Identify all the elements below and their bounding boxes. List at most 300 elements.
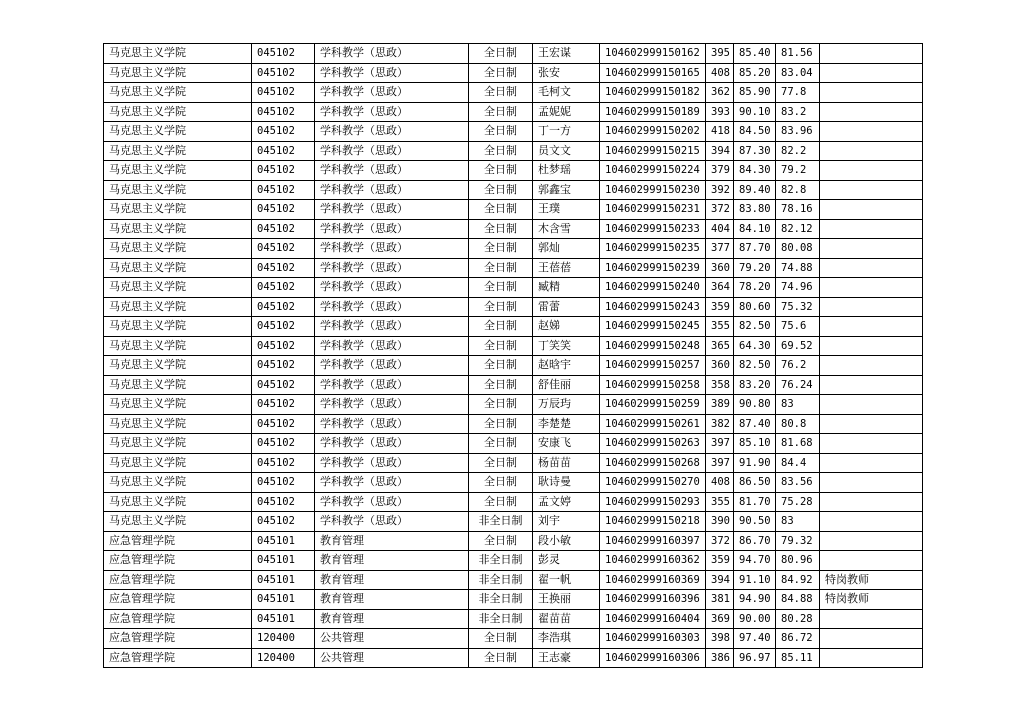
student-name-cell: 臧精 — [533, 278, 600, 298]
total-score-cell: 80.8 — [776, 414, 820, 434]
major-code-cell: 045102 — [252, 473, 315, 493]
table-row — [104, 63, 923, 83]
student-name-cell: 杜梦瑶 — [533, 161, 600, 181]
initial-score-cell: 372 — [706, 200, 734, 220]
major-code-cell: 045102 — [252, 122, 315, 142]
retest-score-cell: 94.90 — [734, 590, 776, 610]
retest-score-cell: 64.30 — [734, 336, 776, 356]
retest-score-cell: 87.40 — [734, 414, 776, 434]
initial-score-cell: 381 — [706, 590, 734, 610]
table-row — [104, 473, 923, 493]
exam-id-cell: 104602999150235 — [600, 239, 706, 259]
remark-cell — [820, 375, 923, 395]
total-score-cell: 75.28 — [776, 492, 820, 512]
study-mode-cell: 全日制 — [469, 161, 533, 181]
college-cell: 马克思主义学院 — [104, 317, 252, 337]
college-cell: 马克思主义学院 — [104, 200, 252, 220]
study-mode-cell: 全日制 — [469, 141, 533, 161]
remark-cell: 特岗教师 — [820, 570, 923, 590]
college-cell: 马克思主义学院 — [104, 239, 252, 259]
exam-id-cell: 104602999150293 — [600, 492, 706, 512]
study-mode-cell: 全日制 — [469, 239, 533, 259]
initial-score-cell: 390 — [706, 512, 734, 532]
table-row — [104, 551, 923, 571]
exam-id-cell: 104602999150245 — [600, 317, 706, 337]
remark-cell — [820, 453, 923, 473]
study-mode-cell: 全日制 — [469, 63, 533, 83]
initial-score-cell: 360 — [706, 356, 734, 376]
major-name-cell: 学科教学（思政） — [315, 473, 469, 493]
table-row — [104, 336, 923, 356]
major-name-cell: 学科教学（思政） — [315, 297, 469, 317]
college-cell: 马克思主义学院 — [104, 161, 252, 181]
retest-score-cell: 86.70 — [734, 531, 776, 551]
college-cell: 马克思主义学院 — [104, 83, 252, 103]
major-code-cell: 045102 — [252, 102, 315, 122]
student-name-cell: 木含雪 — [533, 219, 600, 239]
initial-score-cell: 404 — [706, 219, 734, 239]
initial-score-cell: 360 — [706, 258, 734, 278]
retest-score-cell: 94.70 — [734, 551, 776, 571]
total-score-cell: 74.88 — [776, 258, 820, 278]
college-cell: 马克思主义学院 — [104, 336, 252, 356]
study-mode-cell: 非全日制 — [469, 512, 533, 532]
study-mode-cell: 全日制 — [469, 336, 533, 356]
table-row — [104, 648, 923, 668]
study-mode-cell: 全日制 — [469, 122, 533, 142]
study-mode-cell: 非全日制 — [469, 570, 533, 590]
major-name-cell: 学科教学（思政） — [315, 512, 469, 532]
major-name-cell: 教育管理 — [315, 609, 469, 629]
table-row — [104, 219, 923, 239]
remark-cell — [820, 317, 923, 337]
college-cell: 应急管理学院 — [104, 609, 252, 629]
major-code-cell: 045102 — [252, 83, 315, 103]
major-code-cell: 045102 — [252, 63, 315, 83]
exam-id-cell: 104602999160397 — [600, 531, 706, 551]
retest-score-cell: 85.20 — [734, 63, 776, 83]
table-row — [104, 570, 923, 590]
total-score-cell: 83.2 — [776, 102, 820, 122]
college-cell: 应急管理学院 — [104, 551, 252, 571]
exam-id-cell: 104602999160404 — [600, 609, 706, 629]
initial-score-cell: 359 — [706, 551, 734, 571]
exam-id-cell: 104602999150162 — [600, 44, 706, 64]
remark-cell — [820, 278, 923, 298]
table-row — [104, 492, 923, 512]
exam-id-cell: 104602999160306 — [600, 648, 706, 668]
table-row — [104, 239, 923, 259]
exam-id-cell: 104602999150240 — [600, 278, 706, 298]
major-name-cell: 学科教学（思政） — [315, 356, 469, 376]
remark-cell — [820, 219, 923, 239]
retest-score-cell: 82.50 — [734, 356, 776, 376]
initial-score-cell: 372 — [706, 531, 734, 551]
table-body — [104, 44, 923, 668]
table-row — [104, 258, 923, 278]
student-name-cell: 段小敏 — [533, 531, 600, 551]
exam-id-cell: 104602999150268 — [600, 453, 706, 473]
major-name-cell: 学科教学（思政） — [315, 161, 469, 181]
college-cell: 马克思主义学院 — [104, 219, 252, 239]
total-score-cell: 69.52 — [776, 336, 820, 356]
study-mode-cell: 全日制 — [469, 200, 533, 220]
student-name-cell: 李楚楚 — [533, 414, 600, 434]
total-score-cell: 76.24 — [776, 375, 820, 395]
study-mode-cell: 全日制 — [469, 395, 533, 415]
total-score-cell: 84.92 — [776, 570, 820, 590]
study-mode-cell: 全日制 — [469, 414, 533, 434]
remark-cell — [820, 414, 923, 434]
study-mode-cell: 全日制 — [469, 434, 533, 454]
student-name-cell: 耿诗曼 — [533, 473, 600, 493]
total-score-cell: 85.11 — [776, 648, 820, 668]
study-mode-cell: 全日制 — [469, 278, 533, 298]
total-score-cell: 78.16 — [776, 200, 820, 220]
exam-id-cell: 104602999160303 — [600, 629, 706, 649]
initial-score-cell: 393 — [706, 102, 734, 122]
study-mode-cell: 全日制 — [469, 297, 533, 317]
exam-id-cell: 104602999160362 — [600, 551, 706, 571]
table-row — [104, 180, 923, 200]
remark-cell — [820, 180, 923, 200]
table-row — [104, 453, 923, 473]
major-code-cell: 045102 — [252, 44, 315, 64]
study-mode-cell: 全日制 — [469, 375, 533, 395]
study-mode-cell: 全日制 — [469, 356, 533, 376]
remark-cell — [820, 102, 923, 122]
student-name-cell: 赵晗宇 — [533, 356, 600, 376]
retest-score-cell: 97.40 — [734, 629, 776, 649]
retest-score-cell: 96.97 — [734, 648, 776, 668]
initial-score-cell: 355 — [706, 492, 734, 512]
retest-score-cell: 78.20 — [734, 278, 776, 298]
retest-score-cell: 84.30 — [734, 161, 776, 181]
major-code-cell: 120400 — [252, 629, 315, 649]
major-name-cell: 教育管理 — [315, 551, 469, 571]
college-cell: 马克思主义学院 — [104, 180, 252, 200]
college-cell: 应急管理学院 — [104, 629, 252, 649]
college-cell: 马克思主义学院 — [104, 44, 252, 64]
initial-score-cell: 389 — [706, 395, 734, 415]
exam-id-cell: 104602999150243 — [600, 297, 706, 317]
table-row — [104, 414, 923, 434]
initial-score-cell: 365 — [706, 336, 734, 356]
remark-cell — [820, 63, 923, 83]
major-name-cell: 学科教学（思政） — [315, 492, 469, 512]
student-name-cell: 翟苗苗 — [533, 609, 600, 629]
table-row — [104, 395, 923, 415]
college-cell: 马克思主义学院 — [104, 453, 252, 473]
major-name-cell: 学科教学（思政） — [315, 63, 469, 83]
total-score-cell: 83.96 — [776, 122, 820, 142]
total-score-cell: 83 — [776, 395, 820, 415]
table-row — [104, 434, 923, 454]
total-score-cell: 76.2 — [776, 356, 820, 376]
college-cell: 马克思主义学院 — [104, 512, 252, 532]
total-score-cell: 79.2 — [776, 161, 820, 181]
initial-score-cell: 397 — [706, 453, 734, 473]
major-code-cell: 045102 — [252, 219, 315, 239]
exam-id-cell: 104602999150259 — [600, 395, 706, 415]
remark-cell — [820, 336, 923, 356]
table-row — [104, 531, 923, 551]
college-cell: 马克思主义学院 — [104, 414, 252, 434]
college-cell: 马克思主义学院 — [104, 278, 252, 298]
initial-score-cell: 392 — [706, 180, 734, 200]
major-name-cell: 学科教学（思政） — [315, 219, 469, 239]
study-mode-cell: 全日制 — [469, 83, 533, 103]
remark-cell — [820, 356, 923, 376]
table-row — [104, 83, 923, 103]
student-name-cell: 安康飞 — [533, 434, 600, 454]
major-name-cell: 学科教学（思政） — [315, 102, 469, 122]
initial-score-cell: 398 — [706, 629, 734, 649]
exam-id-cell: 104602999150202 — [600, 122, 706, 142]
major-code-cell: 045101 — [252, 609, 315, 629]
study-mode-cell: 全日制 — [469, 531, 533, 551]
remark-cell — [820, 200, 923, 220]
exam-id-cell: 104602999150261 — [600, 414, 706, 434]
study-mode-cell: 全日制 — [469, 648, 533, 668]
initial-score-cell: 355 — [706, 317, 734, 337]
major-name-cell: 学科教学（思政） — [315, 200, 469, 220]
student-name-cell: 翟一帆 — [533, 570, 600, 590]
major-code-cell: 045102 — [252, 336, 315, 356]
initial-score-cell: 382 — [706, 414, 734, 434]
major-name-cell: 公共管理 — [315, 648, 469, 668]
major-code-cell: 045102 — [252, 414, 315, 434]
major-code-cell: 045102 — [252, 258, 315, 278]
initial-score-cell: 359 — [706, 297, 734, 317]
exam-id-cell: 104602999160396 — [600, 590, 706, 610]
college-cell: 马克思主义学院 — [104, 356, 252, 376]
retest-score-cell: 82.50 — [734, 317, 776, 337]
retest-score-cell: 85.40 — [734, 44, 776, 64]
retest-score-cell: 90.00 — [734, 609, 776, 629]
retest-score-cell: 90.50 — [734, 512, 776, 532]
total-score-cell: 84.4 — [776, 453, 820, 473]
total-score-cell: 75.6 — [776, 317, 820, 337]
student-name-cell: 雷蕾 — [533, 297, 600, 317]
student-name-cell: 郭灿 — [533, 239, 600, 259]
student-name-cell: 万辰玙 — [533, 395, 600, 415]
major-code-cell: 045102 — [252, 239, 315, 259]
major-code-cell: 045102 — [252, 492, 315, 512]
exam-id-cell: 104602999150231 — [600, 200, 706, 220]
table-row — [104, 297, 923, 317]
remark-cell — [820, 44, 923, 64]
remark-cell — [820, 648, 923, 668]
total-score-cell: 79.32 — [776, 531, 820, 551]
total-score-cell: 84.88 — [776, 590, 820, 610]
remark-cell — [820, 629, 923, 649]
major-code-cell: 045102 — [252, 434, 315, 454]
initial-score-cell: 369 — [706, 609, 734, 629]
retest-score-cell: 91.90 — [734, 453, 776, 473]
retest-score-cell: 89.40 — [734, 180, 776, 200]
college-cell: 马克思主义学院 — [104, 258, 252, 278]
retest-score-cell: 80.60 — [734, 297, 776, 317]
initial-score-cell: 377 — [706, 239, 734, 259]
major-name-cell: 学科教学（思政） — [315, 258, 469, 278]
student-name-cell: 刘宇 — [533, 512, 600, 532]
table-row — [104, 278, 923, 298]
student-name-cell: 王蓓蓓 — [533, 258, 600, 278]
study-mode-cell: 全日制 — [469, 453, 533, 473]
study-mode-cell: 非全日制 — [469, 590, 533, 610]
major-name-cell: 学科教学（思政） — [315, 239, 469, 259]
total-score-cell: 82.2 — [776, 141, 820, 161]
remark-cell — [820, 551, 923, 571]
table-row — [104, 102, 923, 122]
college-cell: 应急管理学院 — [104, 570, 252, 590]
student-name-cell: 王换丽 — [533, 590, 600, 610]
college-cell: 马克思主义学院 — [104, 141, 252, 161]
major-name-cell: 教育管理 — [315, 570, 469, 590]
retest-score-cell: 91.10 — [734, 570, 776, 590]
exam-id-cell: 104602999150165 — [600, 63, 706, 83]
remark-cell — [820, 395, 923, 415]
major-name-cell: 学科教学（思政） — [315, 141, 469, 161]
remark-cell — [820, 609, 923, 629]
exam-id-cell: 104602999150233 — [600, 219, 706, 239]
total-score-cell: 80.08 — [776, 239, 820, 259]
student-name-cell: 丁笑笑 — [533, 336, 600, 356]
college-cell: 马克思主义学院 — [104, 297, 252, 317]
major-name-cell: 学科教学（思政） — [315, 453, 469, 473]
exam-id-cell: 104602999150270 — [600, 473, 706, 493]
initial-score-cell: 418 — [706, 122, 734, 142]
total-score-cell: 82.12 — [776, 219, 820, 239]
retest-score-cell: 87.30 — [734, 141, 776, 161]
study-mode-cell: 全日制 — [469, 102, 533, 122]
exam-id-cell: 104602999150258 — [600, 375, 706, 395]
major-code-cell: 045102 — [252, 180, 315, 200]
initial-score-cell: 358 — [706, 375, 734, 395]
initial-score-cell: 395 — [706, 44, 734, 64]
exam-id-cell: 104602999150257 — [600, 356, 706, 376]
college-cell: 应急管理学院 — [104, 531, 252, 551]
college-cell: 马克思主义学院 — [104, 375, 252, 395]
total-score-cell: 81.56 — [776, 44, 820, 64]
major-code-cell: 045102 — [252, 395, 315, 415]
retest-score-cell: 85.90 — [734, 83, 776, 103]
student-name-cell: 舒佳丽 — [533, 375, 600, 395]
initial-score-cell: 364 — [706, 278, 734, 298]
study-mode-cell: 全日制 — [469, 492, 533, 512]
study-mode-cell: 非全日制 — [469, 551, 533, 571]
student-name-cell: 彭灵 — [533, 551, 600, 571]
major-name-cell: 学科教学（思政） — [315, 375, 469, 395]
major-name-cell: 学科教学（思政） — [315, 336, 469, 356]
total-score-cell: 83.04 — [776, 63, 820, 83]
remark-cell — [820, 239, 923, 259]
major-code-cell: 045101 — [252, 590, 315, 610]
major-name-cell: 学科教学（思政） — [315, 434, 469, 454]
total-score-cell: 77.8 — [776, 83, 820, 103]
student-name-cell: 丁一方 — [533, 122, 600, 142]
major-name-cell: 学科教学（思政） — [315, 44, 469, 64]
study-mode-cell: 全日制 — [469, 219, 533, 239]
table-row — [104, 512, 923, 532]
major-code-cell: 045102 — [252, 278, 315, 298]
major-code-cell: 045102 — [252, 200, 315, 220]
admission-score-table — [103, 43, 923, 668]
exam-id-cell: 104602999160369 — [600, 570, 706, 590]
remark-cell — [820, 434, 923, 454]
student-name-cell: 王宏谋 — [533, 44, 600, 64]
exam-id-cell: 104602999150189 — [600, 102, 706, 122]
major-name-cell: 学科教学（思政） — [315, 122, 469, 142]
major-code-cell: 120400 — [252, 648, 315, 668]
remark-cell — [820, 297, 923, 317]
major-name-cell: 学科教学（思政） — [315, 83, 469, 103]
major-name-cell: 学科教学（思政） — [315, 317, 469, 337]
major-code-cell: 045102 — [252, 512, 315, 532]
initial-score-cell: 386 — [706, 648, 734, 668]
remark-cell: 特岗教师 — [820, 590, 923, 610]
major-name-cell: 教育管理 — [315, 531, 469, 551]
initial-score-cell: 397 — [706, 434, 734, 454]
remark-cell — [820, 141, 923, 161]
total-score-cell: 81.68 — [776, 434, 820, 454]
study-mode-cell: 非全日制 — [469, 609, 533, 629]
table-row — [104, 44, 923, 64]
initial-score-cell: 394 — [706, 570, 734, 590]
major-name-cell: 学科教学（思政） — [315, 180, 469, 200]
study-mode-cell: 全日制 — [469, 44, 533, 64]
college-cell: 应急管理学院 — [104, 648, 252, 668]
student-name-cell: 毛柯文 — [533, 83, 600, 103]
table-row — [104, 122, 923, 142]
major-code-cell: 045101 — [252, 551, 315, 571]
exam-id-cell: 104602999150239 — [600, 258, 706, 278]
major-code-cell: 045102 — [252, 161, 315, 181]
remark-cell — [820, 258, 923, 278]
exam-id-cell: 104602999150182 — [600, 83, 706, 103]
college-cell: 马克思主义学院 — [104, 63, 252, 83]
remark-cell — [820, 122, 923, 142]
major-code-cell: 045101 — [252, 570, 315, 590]
retest-score-cell: 81.70 — [734, 492, 776, 512]
major-name-cell: 学科教学（思政） — [315, 395, 469, 415]
total-score-cell: 80.96 — [776, 551, 820, 571]
table-row — [104, 375, 923, 395]
exam-id-cell: 104602999150263 — [600, 434, 706, 454]
retest-score-cell: 83.20 — [734, 375, 776, 395]
study-mode-cell: 全日制 — [469, 180, 533, 200]
college-cell: 马克思主义学院 — [104, 473, 252, 493]
major-name-cell: 公共管理 — [315, 629, 469, 649]
remark-cell — [820, 492, 923, 512]
study-mode-cell: 全日制 — [469, 317, 533, 337]
college-cell: 马克思主义学院 — [104, 122, 252, 142]
study-mode-cell: 全日制 — [469, 629, 533, 649]
table-row — [104, 356, 923, 376]
major-code-cell: 045102 — [252, 297, 315, 317]
student-name-cell: 孟文婷 — [533, 492, 600, 512]
total-score-cell: 83 — [776, 512, 820, 532]
remark-cell — [820, 531, 923, 551]
retest-score-cell: 90.80 — [734, 395, 776, 415]
student-name-cell: 张安 — [533, 63, 600, 83]
table-row — [104, 141, 923, 161]
table-row — [104, 161, 923, 181]
major-code-cell: 045102 — [252, 453, 315, 473]
study-mode-cell: 全日制 — [469, 258, 533, 278]
student-name-cell: 赵娣 — [533, 317, 600, 337]
